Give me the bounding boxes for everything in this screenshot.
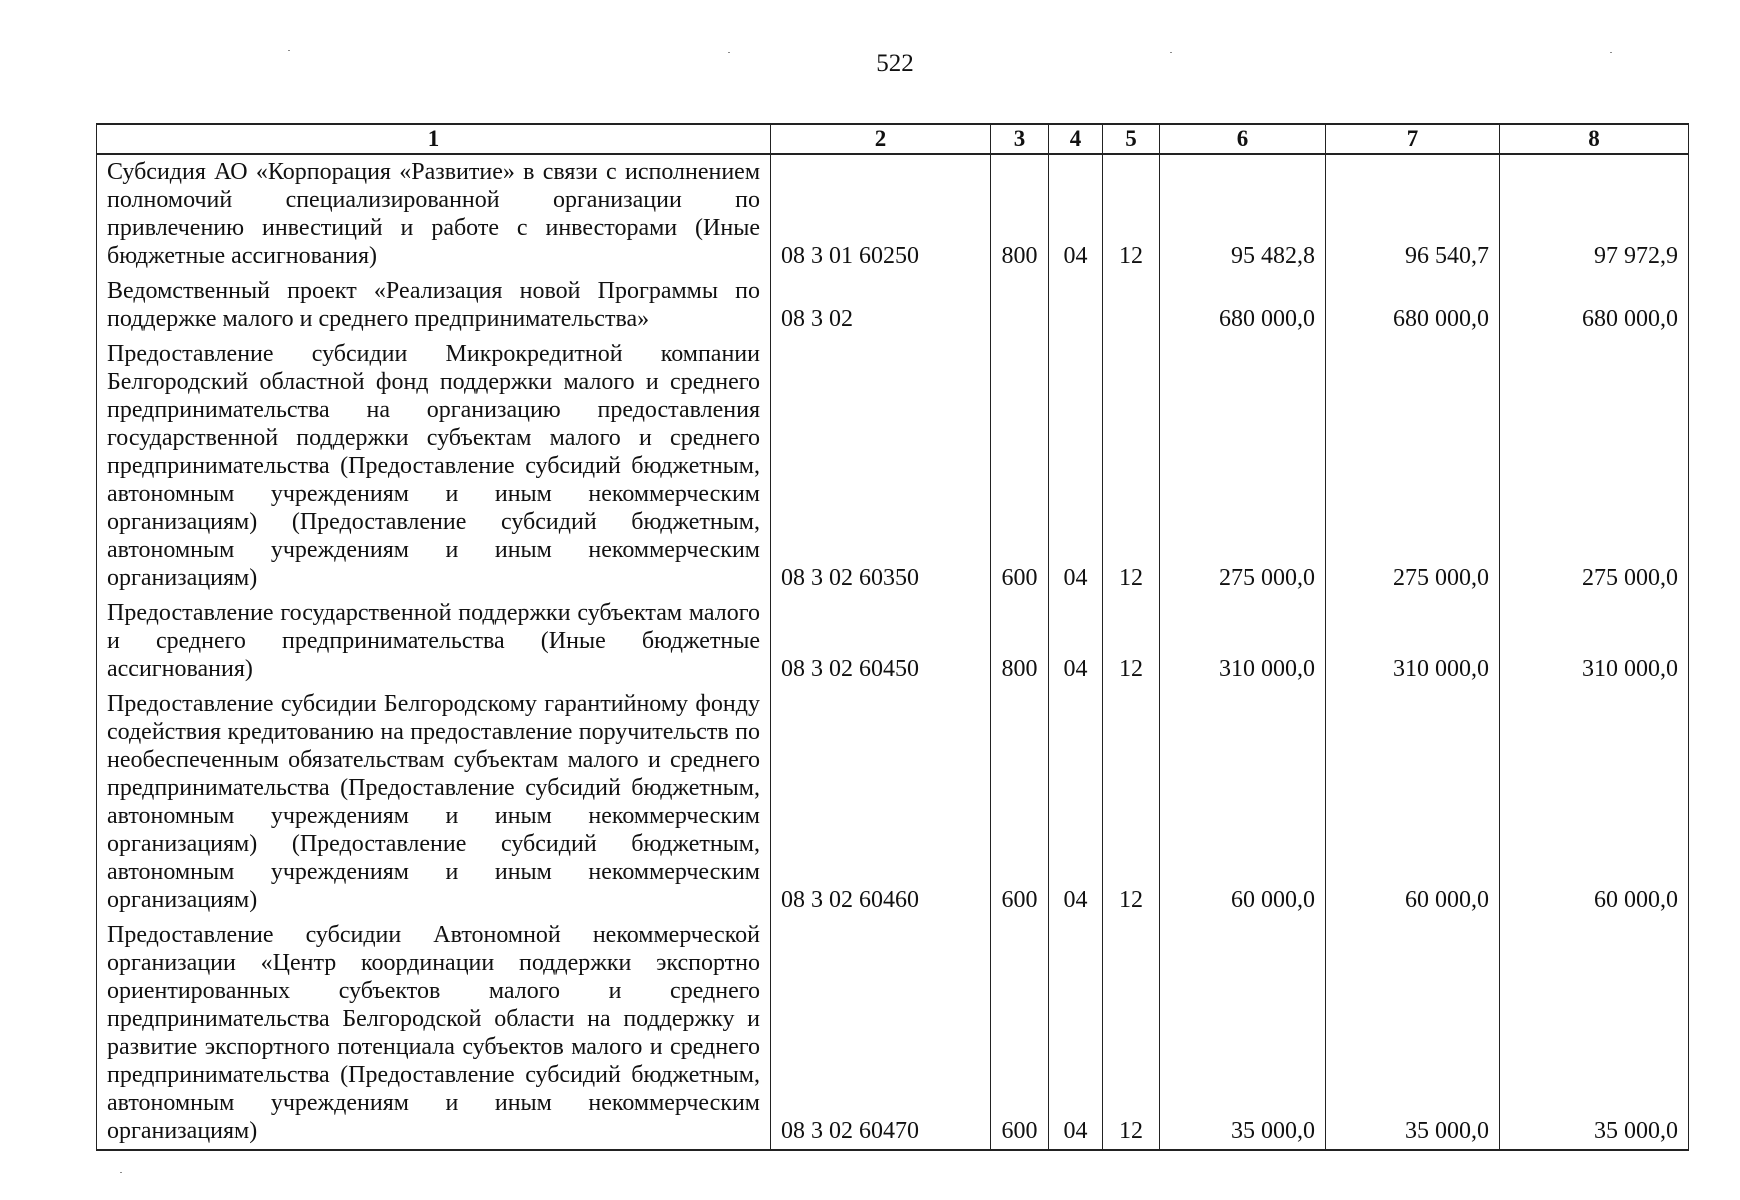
row-value-7: 96 540,7 — [1326, 154, 1500, 274]
row-description: Предоставление субсидии Автономной некоммерческой организации «Центр координации поддержки экспортно ориентированных субъектов малого и среднего предпринимательства Белгородской области на поддержку и развитие экспортного потенциала субъектов малого и среднего предпринимательства (Предоставление субсидий бюджетным, автономным учреждениям и иным некоммерческим организациям) — [97, 918, 771, 1150]
row-value-6: 60 000,0 — [1160, 687, 1326, 918]
row-col5: 12 — [1103, 918, 1160, 1150]
row-value-6: 680 000,0 — [1160, 274, 1326, 337]
row-col3: 600 — [991, 918, 1049, 1150]
row-col5: 12 — [1103, 687, 1160, 918]
row-description: Предоставление субсидии Белгородскому гарантийному фонду содействия кредитованию на предоставление поручительств по необеспеченным обязательствам субъектам малого и среднего предпринимательства (Предоставление субсидий бюджетным, автономным учреждениям и иным некоммерческим организациям) (Предоставление субсидий бюджетным, автономным учреждениям и иным некоммерческим организациям) — [97, 687, 771, 918]
row-col3: 800 — [991, 596, 1049, 687]
table-row — [97, 337, 1689, 596]
row-col4: 04 — [1049, 687, 1103, 918]
row-value-7: 680 000,0 — [1326, 274, 1500, 337]
table-row — [97, 274, 1689, 337]
column-header: 3 — [991, 124, 1049, 154]
row-value-8: 97 972,9 — [1500, 154, 1689, 274]
row-description: Предоставление субсидии Микрокредитной компании Белгородский областной фонд поддержки малого и среднего предпринимательства на организацию предоставления государственной поддержки субъектам малого и среднего предпринимательства (Предоставление субсидий бюджетным, автономным учреждениям и иным некоммерческим организациям) (Предоставление субсидий бюджетным, автономным учреждениям и иным некоммерческим организациям) — [97, 337, 771, 596]
row-value-7: 275 000,0 — [1326, 337, 1500, 596]
scan-speck — [1610, 52, 1612, 53]
row-code: 08 3 02 — [771, 274, 991, 337]
row-col3: 600 — [991, 687, 1049, 918]
row-col4: 04 — [1049, 918, 1103, 1150]
column-header: 5 — [1103, 124, 1160, 154]
column-header: 4 — [1049, 124, 1103, 154]
row-code: 08 3 02 60460 — [771, 687, 991, 918]
row-value-8: 310 000,0 — [1500, 596, 1689, 687]
column-header: 1 — [97, 124, 771, 154]
row-code: 08 3 02 60350 — [771, 337, 991, 596]
row-value-8: 275 000,0 — [1500, 337, 1689, 596]
row-value-7: 35 000,0 — [1326, 918, 1500, 1150]
row-value-8: 35 000,0 — [1500, 918, 1689, 1150]
row-description: Предоставление государственной поддержки субъектам малого и среднего предпринимательства (Иные бюджетные ассигнования) — [97, 596, 771, 687]
scan-speck — [728, 52, 730, 53]
row-col3 — [991, 274, 1049, 337]
page-number: 522 — [876, 50, 914, 77]
row-value-8: 60 000,0 — [1500, 687, 1689, 918]
column-header: 6 — [1160, 124, 1326, 154]
column-header: 2 — [771, 124, 991, 154]
column-header: 7 — [1326, 124, 1500, 154]
row-value-7: 60 000,0 — [1326, 687, 1500, 918]
scan-speck — [288, 50, 290, 51]
row-col5: 12 — [1103, 154, 1160, 274]
row-value-6: 310 000,0 — [1160, 596, 1326, 687]
table-row — [97, 154, 1689, 274]
table-row — [97, 918, 1689, 1150]
row-col3: 800 — [991, 154, 1049, 274]
budget-table — [96, 123, 1689, 1151]
row-value-8: 680 000,0 — [1500, 274, 1689, 337]
scan-speck — [1170, 52, 1172, 53]
row-col4: 04 — [1049, 154, 1103, 274]
column-header: 8 — [1500, 124, 1689, 154]
row-col3: 600 — [991, 337, 1049, 596]
row-code: 08 3 02 60450 — [771, 596, 991, 687]
row-col5 — [1103, 274, 1160, 337]
row-description: Ведомственный проект «Реализация новой Программы по поддержке малого и среднего предпринимательства» — [97, 274, 771, 337]
table-row — [97, 687, 1689, 918]
row-value-6: 275 000,0 — [1160, 337, 1326, 596]
row-description: Субсидия АО «Корпорация «Развитие» в связи с исполнением полномочий специализированной организации по привлечению инвестиций и работе с инвесторами (Иные бюджетные ассигнования) — [97, 154, 771, 274]
scan-speck — [120, 1172, 122, 1173]
row-col5: 12 — [1103, 596, 1160, 687]
row-col4: 04 — [1049, 596, 1103, 687]
row-col4 — [1049, 274, 1103, 337]
row-code: 08 3 02 60470 — [771, 918, 991, 1150]
row-value-7: 310 000,0 — [1326, 596, 1500, 687]
row-value-6: 35 000,0 — [1160, 918, 1326, 1150]
row-value-6: 95 482,8 — [1160, 154, 1326, 274]
header-row — [97, 124, 1689, 154]
row-col4: 04 — [1049, 337, 1103, 596]
table-row — [97, 596, 1689, 687]
row-code: 08 3 01 60250 — [771, 154, 991, 274]
row-col5: 12 — [1103, 337, 1160, 596]
